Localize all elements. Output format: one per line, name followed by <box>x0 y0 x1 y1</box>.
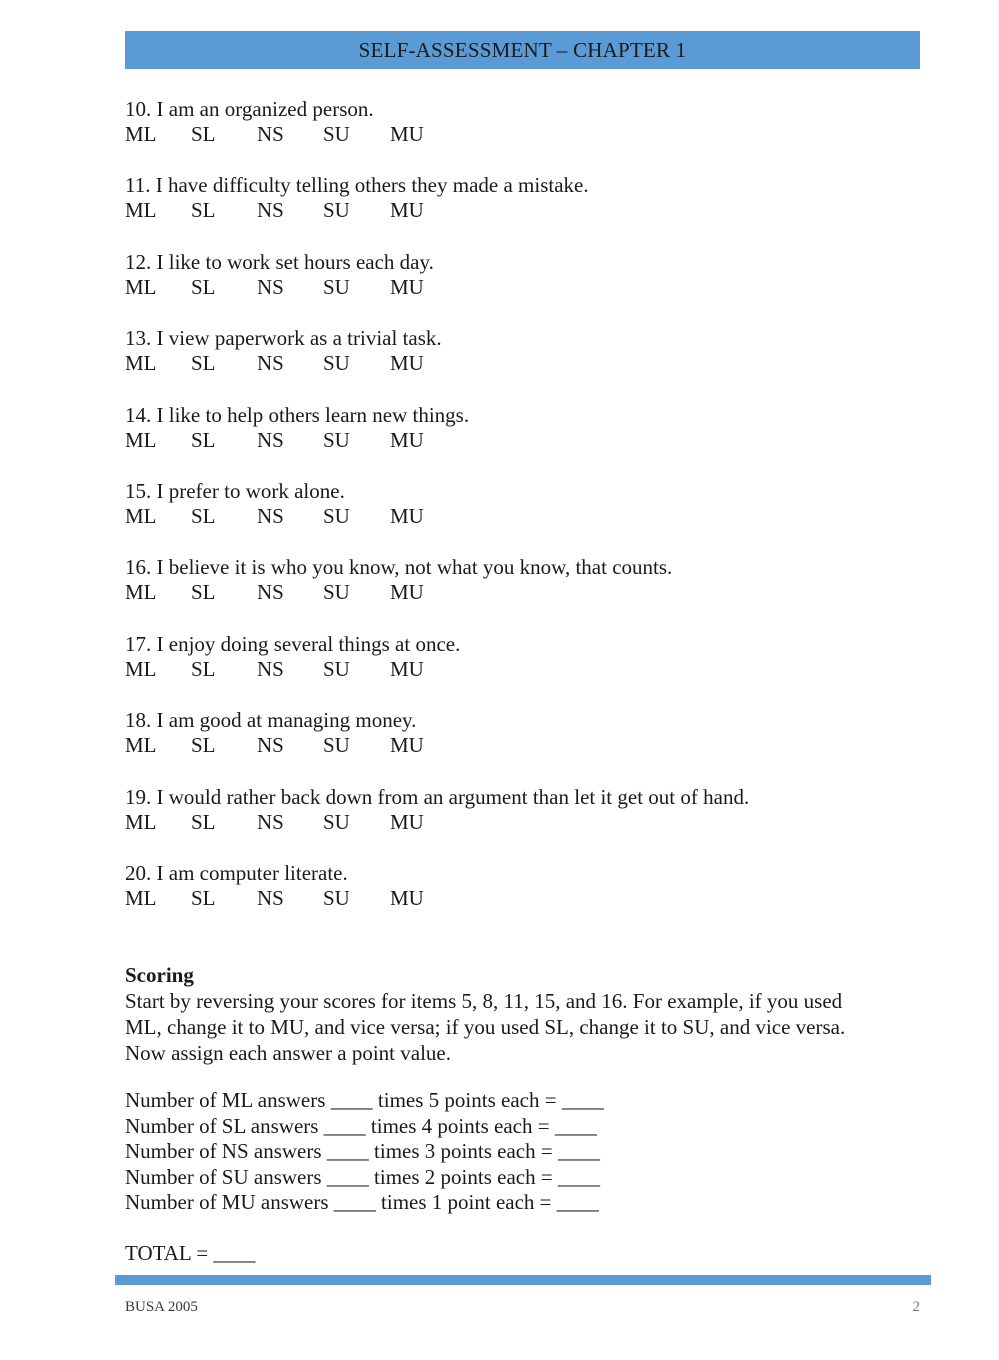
scale-option-ml: ML <box>125 351 157 376</box>
scale-option-ml: ML <box>125 274 157 299</box>
footer-course-code: BUSA 2005 <box>125 1299 198 1315</box>
scale-option-mu: MU <box>390 198 424 223</box>
answer-scale <box>125 657 905 682</box>
answer-scale <box>125 580 905 605</box>
scale-option-mu: MU <box>390 122 424 146</box>
scoring-paragraph-line: Start by reversing your scores for items 5, 8, 11, 15, and 16. For example, if you used <box>125 989 843 1013</box>
question-text: 17. I enjoy doing several things at once. <box>125 631 461 656</box>
scale-option-sl: SL <box>191 885 216 910</box>
scale-option-su: SU <box>323 885 350 910</box>
scale-option-ns: NS <box>257 733 284 758</box>
question-item <box>125 479 905 555</box>
scale-option-sl: SL <box>191 809 216 834</box>
answer-scale <box>125 428 905 453</box>
scale-option-ml: ML <box>125 733 157 758</box>
question-text: 11. I have difficulty telling others they made a mistake. <box>125 173 589 198</box>
scale-option-mu: MU <box>390 733 424 758</box>
answer-scale <box>125 351 905 376</box>
question-text: 16. I believe it is who you know, not what you know, that counts. <box>125 555 673 580</box>
scale-option-sl: SL <box>191 580 216 605</box>
formula-line-mu: Number of MU answers ____ times 1 point each = ____ <box>125 1190 599 1214</box>
scale-option-su: SU <box>323 427 350 452</box>
scale-option-mu: MU <box>390 885 424 910</box>
scale-option-su: SU <box>323 809 350 834</box>
question-text: 19. I would rather back down from an argument than let it get out of hand. <box>125 784 750 809</box>
scale-option-mu: MU <box>390 274 424 299</box>
scoring-paragraph-line: ML, change it to MU, and vice versa; if you used SL, change it to SU, and vice versa. <box>125 1015 846 1039</box>
answer-scale <box>125 810 905 835</box>
scale-option-sl: SL <box>191 733 216 758</box>
scale-option-su: SU <box>323 580 350 605</box>
question-item <box>125 861 905 937</box>
question-item <box>125 708 905 784</box>
question-text: 20. I am computer literate. <box>125 860 348 885</box>
scale-option-ml: ML <box>125 656 157 681</box>
answer-scale <box>125 886 905 911</box>
scale-option-ml: ML <box>125 885 157 910</box>
scale-option-ns: NS <box>257 503 284 528</box>
question-text: 14. I like to help others learn new things. <box>125 402 470 427</box>
questions-list <box>125 97 905 937</box>
scale-option-su: SU <box>323 733 350 758</box>
scale-option-ns: NS <box>257 427 284 452</box>
question-item <box>125 785 905 861</box>
scale-option-mu: MU <box>390 351 424 376</box>
formula-line-ml: Number of ML answers ____ times 5 points each = ____ <box>125 1088 604 1112</box>
scale-option-ml: ML <box>125 809 157 834</box>
scale-option-su: SU <box>323 351 350 376</box>
scale-option-sl: SL <box>191 351 216 376</box>
question-item <box>125 97 905 173</box>
scoring-paragraph-line: Now assign each answer a point value. <box>125 1041 451 1065</box>
scale-option-ns: NS <box>257 656 284 681</box>
scale-option-ns: NS <box>257 809 284 834</box>
scoring-formula <box>125 1088 604 1216</box>
answer-scale <box>125 733 905 758</box>
scale-option-mu: MU <box>390 427 424 452</box>
scale-option-sl: SL <box>191 198 216 223</box>
scale-option-ml: ML <box>125 503 157 528</box>
scale-option-mu: MU <box>390 809 424 834</box>
total-line: TOTAL = ____ <box>125 1241 256 1265</box>
question-item <box>125 250 905 326</box>
footer-divider <box>115 1275 931 1285</box>
scale-option-su: SU <box>323 274 350 299</box>
scale-option-ns: NS <box>257 885 284 910</box>
scale-option-ns: NS <box>257 198 284 223</box>
answer-scale <box>125 504 905 529</box>
answer-scale <box>125 122 905 147</box>
page-title: SELF-ASSESSMENT – CHAPTER 1 <box>358 37 687 62</box>
question-text: 12. I like to work set hours each day. <box>125 249 434 274</box>
formula-line-sl: Number of SL answers ____ times 4 points each = ____ <box>125 1113 597 1138</box>
scale-option-sl: SL <box>191 656 216 681</box>
scoring-heading: Scoring <box>125 963 194 987</box>
scale-option-sl: SL <box>191 427 216 452</box>
question-text: 18. I am good at managing money. <box>125 708 417 733</box>
scale-option-ns: NS <box>257 274 284 299</box>
question-item <box>125 173 905 249</box>
scale-option-sl: SL <box>191 274 216 299</box>
question-item <box>125 555 905 631</box>
scale-option-mu: MU <box>390 503 424 528</box>
formula-line-su: Number of SU answers ____ times 2 points each = ____ <box>125 1164 600 1189</box>
scale-option-ml: ML <box>125 580 157 605</box>
scale-option-ns: NS <box>257 122 284 146</box>
formula-line-ns: Number of NS answers ____ times 3 points each = ____ <box>125 1139 600 1163</box>
page-number: 2 <box>912 1299 920 1315</box>
scale-option-su: SU <box>323 656 350 681</box>
scale-option-ns: NS <box>257 351 284 376</box>
question-text: 15. I prefer to work alone. <box>125 478 345 503</box>
scale-option-ml: ML <box>125 198 157 223</box>
scale-option-mu: MU <box>390 580 424 605</box>
question-text: 10. I am an organized person. <box>125 97 374 121</box>
question-text: 13. I view paperwork as a trivial task. <box>125 326 442 351</box>
scale-option-mu: MU <box>390 656 424 681</box>
answer-scale <box>125 198 905 223</box>
scale-option-ml: ML <box>125 427 157 452</box>
question-item <box>125 326 905 402</box>
scale-option-ml: ML <box>125 122 157 146</box>
scale-option-ns: NS <box>257 580 284 605</box>
scoring-section <box>125 962 905 1066</box>
scale-option-sl: SL <box>191 122 216 146</box>
question-item <box>125 403 905 479</box>
scale-option-su: SU <box>323 122 350 146</box>
scale-option-sl: SL <box>191 503 216 528</box>
scale-option-su: SU <box>323 198 350 223</box>
answer-scale <box>125 275 905 300</box>
question-item <box>125 632 905 708</box>
scale-option-su: SU <box>323 503 350 528</box>
page-header <box>125 31 920 69</box>
